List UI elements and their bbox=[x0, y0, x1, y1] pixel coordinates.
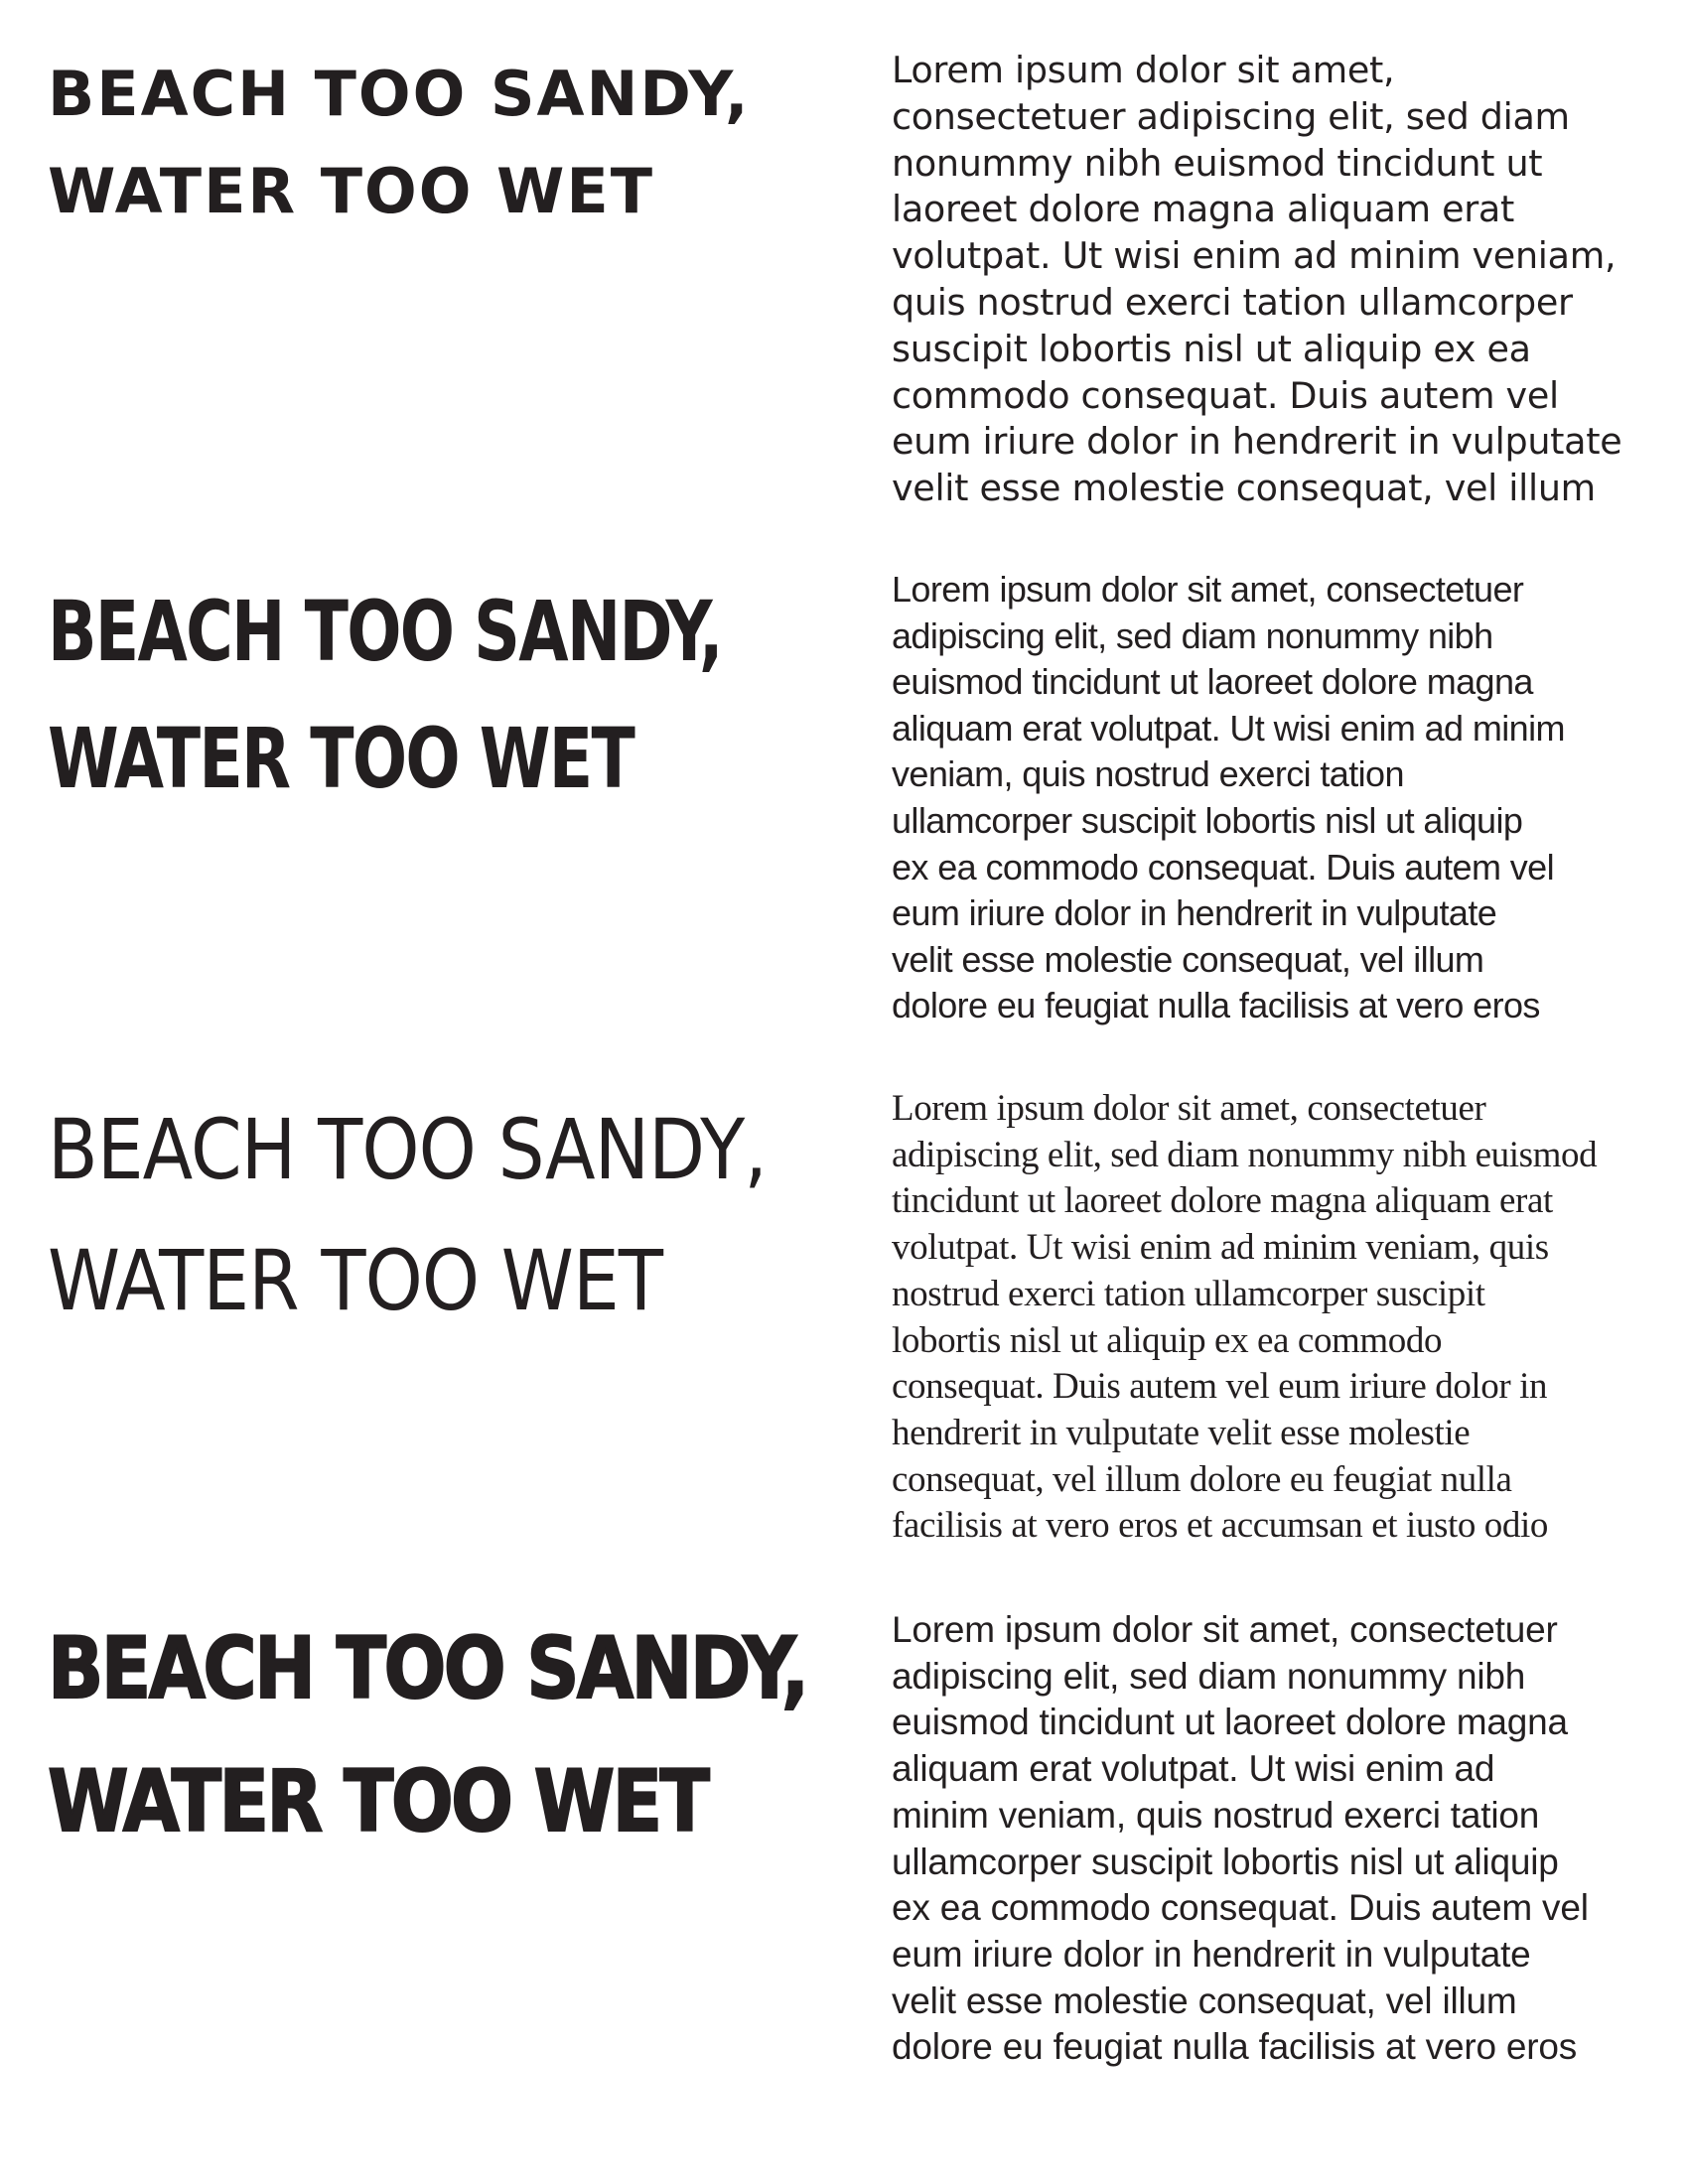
body-line: ullamcorper suscipit lobortis nisl ut aliquip bbox=[892, 799, 1523, 841]
body-line: eum iriure dolor in hendrerit in vulputate bbox=[892, 892, 1497, 934]
body-line: suscipit lobortis nisl ut aliquip ex ea bbox=[892, 327, 1531, 370]
body-line: ex ea commodo consequat. Duis autem vel bbox=[892, 846, 1554, 887]
body-line: ullamcorper suscipit lobortis nisl ut aliquip bbox=[892, 1841, 1559, 1882]
body-line: consequat, vel illum dolore eu feugiat nulla bbox=[892, 1458, 1512, 1500]
body-line: commodo consequat. Duis autem vel bbox=[892, 373, 1559, 417]
body-line: velit esse molestie consequat, vel illum bbox=[892, 1979, 1517, 2021]
headline-line: WATER TOO WET bbox=[48, 155, 655, 227]
body-line: laoreet dolore magna aliquam erat bbox=[892, 188, 1515, 231]
body-line: euismod tincidunt ut laoreet dolore magna bbox=[892, 1702, 1568, 1743]
body-line: adipiscing elit, sed diam nonummy nibh bbox=[892, 1655, 1526, 1697]
headline-line: BEACH TOO SANDY, bbox=[48, 1101, 768, 1198]
body-line: adipiscing elit, sed diam nonummy nibh bbox=[892, 614, 1493, 656]
body-line: minim veniam, quis nostrud exerci tation bbox=[892, 1794, 1540, 1836]
body-line: nostrud exerci tation ullamcorper suscipit bbox=[892, 1273, 1485, 1314]
body-line: euismod tincidunt ut laoreet dolore magna bbox=[892, 661, 1533, 703]
body-line: dolore eu feugiat nulla facilisis at vero eros bbox=[892, 2026, 1578, 2068]
body-line: ex ea commodo consequat. Duis autem vel bbox=[892, 1887, 1589, 1929]
body-line: lobortis nisl ut aliquip ex ea commodo bbox=[892, 1319, 1443, 1361]
specimen-headline bbox=[48, 1602, 807, 1868]
body-line: quis nostrud exerci tation ullamcorper bbox=[892, 280, 1573, 324]
specimen-headline bbox=[48, 46, 862, 240]
body-line: Lorem ipsum dolor sit amet, consectetuer bbox=[892, 1609, 1558, 1650]
specimen-body-text bbox=[892, 1086, 1646, 1550]
body-line: veniam, quis nostrud exerci tation bbox=[892, 753, 1404, 795]
headline-line: WATER TOO WET bbox=[48, 710, 634, 807]
headline-line: BEACH TOO SANDY, bbox=[48, 1619, 807, 1718]
specimen-body-text bbox=[892, 1607, 1646, 2071]
body-line: Lorem ipsum dolor sit amet, consectetuer bbox=[892, 1088, 1486, 1129]
body-line: adipiscing elit, sed diam nonummy nibh euismod bbox=[892, 1134, 1598, 1175]
body-line: Lorem ipsum dolor sit amet, consectetuer bbox=[892, 569, 1524, 610]
specimen-body-text bbox=[892, 48, 1646, 512]
body-line: consequat. Duis autem vel eum iriure dolor in bbox=[892, 1366, 1548, 1408]
body-line: eum iriure dolor in hendrerit in vulputate bbox=[892, 1933, 1531, 1975]
specimen-headline bbox=[48, 568, 748, 822]
body-line: consectetuer adipiscing elit, sed diam bbox=[892, 94, 1570, 138]
body-line: eum iriure dolor in hendrerit in vulputate bbox=[892, 420, 1622, 464]
body-line: tincidunt ut laoreet dolore magna aliquam erat bbox=[892, 1180, 1553, 1222]
body-line: facilisis at vero eros et accumsan et iusto odio bbox=[892, 1505, 1548, 1547]
headline-line: WATER TOO WET bbox=[48, 1752, 708, 1851]
body-line: velit esse molestie consequat, vel illum bbox=[892, 467, 1596, 510]
body-line: velit esse molestie consequat, vel illum bbox=[892, 938, 1484, 980]
headline-line: BEACH TOO SANDY, bbox=[48, 583, 722, 680]
specimen-body-text bbox=[892, 567, 1646, 1029]
headline-line: WATER TOO WET bbox=[48, 1232, 663, 1329]
body-line: aliquam erat volutpat. Ut wisi enim ad minim bbox=[892, 707, 1565, 749]
body-line: nonummy nibh euismod tincidunt ut bbox=[892, 141, 1543, 185]
specimen-headline bbox=[48, 1084, 768, 1346]
headline-line: BEACH TOO SANDY, bbox=[48, 58, 751, 130]
body-line: dolore eu feugiat nulla facilisis at vero eros bbox=[892, 985, 1540, 1026]
body-line: volutpat. Ut wisi enim ad minim veniam, bbox=[892, 234, 1617, 278]
body-line: hendrerit in vulputate velit esse molestie bbox=[892, 1412, 1471, 1453]
body-line: Lorem ipsum dolor sit amet, bbox=[892, 49, 1395, 91]
body-line: aliquam erat volutpat. Ut wisi enim ad bbox=[892, 1748, 1495, 1790]
body-line: volutpat. Ut wisi enim ad minim veniam, quis bbox=[892, 1227, 1549, 1269]
